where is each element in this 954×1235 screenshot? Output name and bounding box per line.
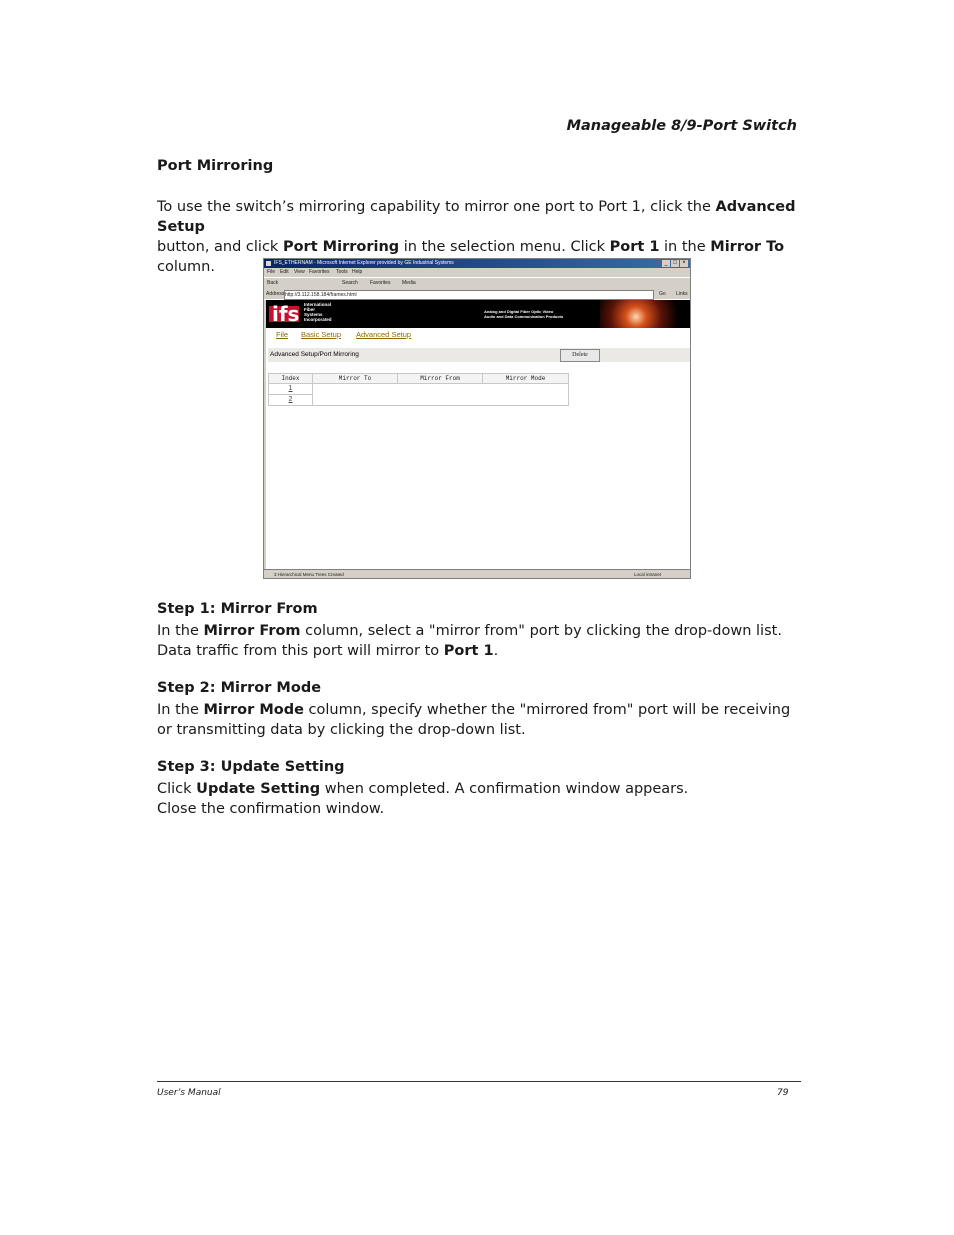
step2-paragraph — [157, 700, 817, 740]
step1-text-1: In the — [157, 623, 204, 639]
lens-flare-image — [600, 300, 690, 328]
intro-bold-mirror-to: Mirror To — [710, 239, 785, 255]
intro-bold-advanced-setup: Advanced Setup — [157, 199, 796, 235]
top-nav — [264, 329, 690, 341]
intro-text-2: button, and click — [157, 239, 283, 255]
step3-bold-update-setting: Update Setting — [196, 781, 321, 797]
step3-paragraph — [157, 779, 817, 819]
back-button[interactable]: Back — [267, 280, 279, 286]
footer-divider — [157, 1081, 801, 1082]
col-index: Index — [269, 374, 313, 384]
intro-bold-port-mirroring: Port Mirroring — [282, 239, 400, 255]
links-button[interactable]: Links — [676, 291, 688, 297]
nav-basic-setup-link[interactable]: Basic Setup — [301, 330, 342, 339]
menu-edit[interactable]: Edit — [280, 269, 289, 275]
favorites-button[interactable]: Favorites — [370, 280, 391, 286]
step1-title: Step 1: Mirror From — [157, 601, 318, 617]
address-label: Address — [266, 291, 285, 297]
step2-text-2: column, specify whether the "mirrored from" port will be receiving — [303, 702, 791, 718]
window-title: IFS_ETHERNAM - Microsoft Internet Explorer provided by GE Industrial Systems — [274, 260, 454, 266]
step3-text-2: when completed. A confirmation window appears. — [320, 781, 689, 797]
step1-text-3: Data traffic from this port will mirror to — [157, 643, 444, 659]
window-titlebar — [264, 259, 690, 268]
row-index-link[interactable]: 2 — [269, 395, 313, 406]
go-button[interactable]: Go — [659, 291, 666, 297]
menu-file[interactable]: File — [267, 269, 276, 275]
step1-text-2: column, select a "mirror from" port by clicking the drop-down list. — [300, 623, 782, 639]
section-title: Port Mirroring — [157, 158, 274, 174]
ifs-company-name — [304, 302, 332, 322]
step1-text-4: . — [493, 643, 499, 659]
ifs-banner — [264, 300, 690, 328]
status-bar — [264, 569, 690, 579]
nav-file-link[interactable]: File — [276, 330, 289, 339]
step3-text-1: Click — [157, 781, 197, 797]
ifs-word: Incorporated — [304, 317, 332, 322]
step1-bold-mirror-from: Mirror From — [203, 623, 301, 639]
search-button[interactable]: Search — [342, 280, 358, 286]
step2-bold-mirror-mode: Mirror Mode — [203, 702, 304, 718]
footer-manual-label: User’s Manual — [157, 1088, 221, 1098]
ifs-word: Fiber — [304, 307, 316, 312]
col-mirror-mode: Mirror Mode — [483, 374, 568, 384]
ifs-logo: ifs — [272, 302, 300, 326]
delete-button[interactable]: Delete — [560, 349, 600, 362]
step3-text-3: Close the confirmation window. — [157, 801, 385, 817]
menu-tools[interactable]: Tools — [336, 269, 348, 275]
intro-text-4: in the — [659, 239, 711, 255]
menu-view[interactable]: View — [294, 269, 305, 275]
menu-bar — [264, 268, 690, 277]
intro-bold-port-1: Port 1 — [609, 239, 660, 255]
col-mirror-to: Mirror To — [313, 374, 398, 384]
ifs-word: Systems — [304, 312, 323, 317]
intro-text-5: column. — [157, 259, 215, 275]
address-input[interactable]: http://3.112.158.184/frames.html — [284, 290, 654, 300]
browser-toolbar — [264, 277, 690, 289]
step3-title: Step 3: Update Setting — [157, 759, 345, 775]
tagline-line: Audio and Data Communication Products — [484, 314, 564, 319]
status-text: 3 Hierarchical Menu Trees Created — [274, 572, 344, 577]
step1-paragraph — [157, 621, 817, 661]
address-bar — [264, 289, 690, 299]
page-number: 79 — [777, 1088, 789, 1098]
browser-screenshot — [263, 258, 691, 579]
row-index-link[interactable]: 1 — [269, 384, 313, 395]
menu-favorites[interactable]: Favorites — [309, 269, 330, 275]
nav-advanced-setup-link[interactable]: Advanced Setup — [356, 330, 412, 339]
tagline-line: Analog and Digital Fiber Optic Video — [484, 309, 554, 314]
intro-text-1: To use the switch’s mirroring capability to mirror one port to Port 1, click the — [157, 199, 716, 215]
step2-text-3: or transmitting data by clicking the drop-down list. — [157, 722, 526, 738]
step2-text-1: In the — [157, 702, 204, 718]
zone-text: Local intranet — [634, 572, 662, 577]
page-heading: Advanced Setup/Port Mirroring — [270, 351, 359, 358]
step1-bold-port-1: Port 1 — [443, 643, 494, 659]
media-button[interactable]: Media — [402, 280, 416, 286]
menu-help[interactable]: Help — [352, 269, 363, 275]
ie-icon — [266, 261, 271, 266]
page-heading-bar — [268, 348, 690, 362]
intro-text-3: in the selection menu. Click — [399, 239, 610, 255]
ifs-tagline — [484, 309, 563, 319]
close-icon[interactable]: × — [680, 260, 688, 267]
mirror-table — [268, 373, 569, 406]
maximize-icon[interactable]: □ — [671, 260, 679, 267]
ifs-word: International — [304, 302, 332, 307]
page-header-title: Manageable 8/9-Port Switch — [566, 118, 797, 134]
minimize-icon[interactable]: _ — [662, 260, 670, 267]
col-mirror-from: Mirror From — [398, 374, 483, 384]
step2-title: Step 2: Mirror Mode — [157, 680, 322, 696]
